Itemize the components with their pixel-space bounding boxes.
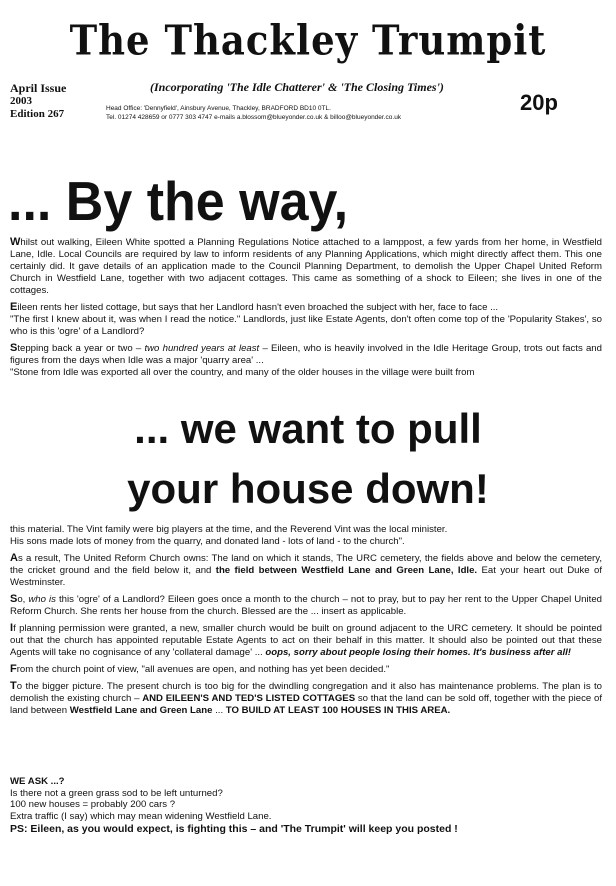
office-contact: Tel. 01274 428659 or 0777 303 4747 e-mails a.blossom@blueyonder.co.uk & billoo@blueyonder.co.uk	[106, 114, 402, 121]
paragraph-text: Eat your heart out Duke of Westminster.	[10, 565, 602, 588]
paragraph-text: this 'ogre' of a Landlord? Eileen goes once a month to the church – not to pray, but to pay her rent to the Upper Chapel United Reform Church. She rents her house from the church. Blessed are the ... insert as applicable.	[10, 594, 602, 617]
postscript: PS: Eileen, as you would expect, is fighting this – and 'The Trumpit' will keep you posted !	[10, 823, 458, 835]
question-1: Is there not a green grass sod to be left unturned?	[10, 787, 223, 799]
headline-by-the-way: ... By the way,	[8, 171, 349, 233]
dropcap: T	[10, 680, 17, 692]
dropcap: A	[10, 552, 18, 564]
paragraph-text: s a result, The United Reform Church owns: The land on which it stands, The URC cemetery, the fields above and below the cemetery, the cricket ground and the field below it, and	[10, 553, 602, 576]
bold-text: Westfield Lane and Green Lane	[69, 705, 213, 716]
price: 20p	[520, 90, 558, 115]
paragraph-text: this material. The Vint family were big players at the time, and the Reverend Vint was the local minister.	[10, 524, 448, 535]
issue-year: 2003	[10, 95, 32, 107]
paragraph-9	[10, 680, 602, 717]
dropcap: F	[10, 663, 17, 675]
paragraph-2	[10, 301, 602, 314]
article-part-2	[10, 524, 602, 721]
dropcap: S	[10, 342, 18, 354]
paragraph-text: f planning permission were granted, a new, smaller church would be built on ground adjacent to the URC cemetery. It should be pointed out that the church has appointed reputable Estate Agents to act on their behalf in this matter. It should also be pointed out that these Agents will take no cognisance of any 'collateral damage' ...	[10, 623, 602, 658]
paragraph-text: ...	[212, 705, 226, 716]
masthead-subtitle: (Incorporating 'The Idle Chatterer' & 'The Closing Times')	[150, 80, 444, 94]
dropcap: W	[10, 236, 21, 248]
we-ask-heading: WE ASK ...?	[10, 776, 65, 787]
paragraph-4b	[10, 536, 602, 548]
issue-month: April Issue	[10, 81, 67, 95]
dropcap: S	[10, 593, 18, 605]
headline-we-want-to-pull: ... we want to pull	[134, 405, 482, 452]
paragraph-text: ileen rents her listed cottage, but says that her Landlord hasn't even broached the subject with her, face to face ...	[17, 302, 499, 313]
paragraph-text: – Eileen, who is heavily involved in the Idle Heritage Group, trots out facts and figures from the days when Idle was a major 'quarry area' ...	[10, 343, 602, 366]
question-2: 100 new houses = probably 200 cars ?	[10, 799, 176, 810]
emphasis-text: two hundred years at least	[144, 343, 260, 354]
we-ask-section	[10, 776, 602, 836]
paragraph-text: hilst out walking, Eileen White spotted a Planning Regulations Notice attached to a lamppost, a few yards from her home, in Westfield Lane, Idle. Local Councils are required by law to inform residents of any Planning Applications, which might directly affect them. This one certainly did. It gave details of an application made to the Council Planning Department, to demolish the Upper Chapel United Reform Church in Westfield Lane, together with two adjacent cottages. This came as something of a shock to Eileen; she lives in one of the cottages.	[10, 237, 602, 296]
paragraph-3	[10, 342, 602, 367]
dropcap: I	[10, 622, 14, 634]
paragraph-8	[10, 663, 602, 676]
paragraph-6	[10, 593, 602, 618]
edition-number: Edition 267	[10, 108, 65, 120]
paragraph-7	[10, 622, 602, 659]
dropcap: E	[10, 301, 18, 313]
emphasis-text: who is	[28, 594, 56, 605]
paragraph-text: rom the church point of view, "all avenues are open, and nothing has yet been decided."	[16, 664, 390, 675]
paragraph-4	[10, 524, 602, 536]
paragraph-2b	[10, 314, 602, 338]
paragraph-text: His sons made lots of money from the quarry, and donated land - lots of land - to the church".	[10, 536, 405, 547]
bold-italic-text: oops, sorry about people losing their homes. It's business after all!	[265, 647, 571, 658]
question-3: Extra traffic (I say) which may mean widening Westfield Lane.	[10, 810, 272, 822]
paragraph-text: tepping back a year or two –	[17, 343, 145, 354]
office-address: Head Office: 'Dennyfield', Ainsbury Avenue, Thackley, BRADFORD BD10 0TL.	[106, 105, 331, 112]
paragraph-text: "The first I knew about it, was when I read the notice." Landlords, just like Estate Agents, don't often come top of the 'Popularity Stakes', so who is this 'ogre' of a Landlord?	[10, 314, 602, 337]
paragraph-3c	[10, 367, 602, 379]
paragraph-text: so that the land can be sold off, together with the piece of land between	[10, 693, 602, 716]
bold-text: TO BUILD AT LEAST 100 HOUSES IN THIS AREA.	[225, 705, 451, 716]
article-part-1	[10, 236, 602, 383]
bold-text: AND EILEEN'S AND TED'S LISTED COTTAGES	[142, 693, 356, 704]
office-details	[106, 104, 516, 122]
bold-text: the field between Westfield Lane and Green Lane, Idle.	[215, 565, 478, 576]
paragraph-text: o the bigger picture. The present church is too big for the dwindling congregation and it also has maintenance problems. The plan is to demolish the existing church –	[10, 681, 602, 704]
issue-info	[10, 82, 90, 121]
paragraph-text: o,	[17, 594, 29, 605]
newspaper-masthead: The Thackley Trumpit	[69, 15, 547, 65]
paragraph-text: "Stone from Idle was exported all over the country, and many of the older houses in the village were built from	[10, 367, 475, 378]
paragraph-5	[10, 552, 602, 589]
paragraph-1	[10, 236, 602, 297]
headline-your-house-down: your house down!	[127, 465, 489, 512]
